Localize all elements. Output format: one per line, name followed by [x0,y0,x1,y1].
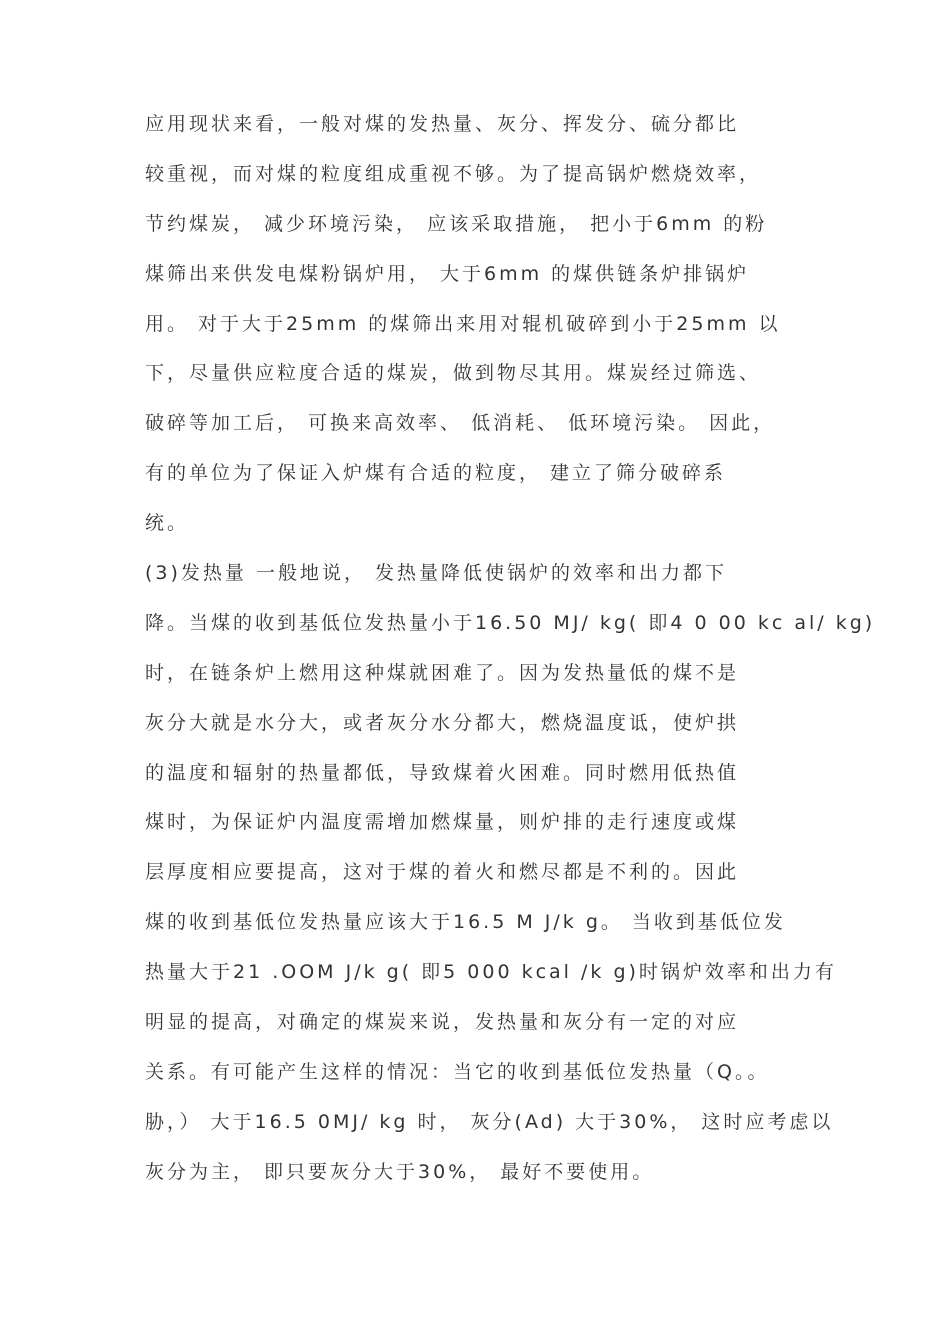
text-line: 煤的收到基低位发热量应该大于16.5 M J/k g。 当收到基低位发 [145,911,786,934]
text-line: 破碎等加工后， 可换来高效率、 低消耗、 低环境污染。 因此， [145,412,776,435]
text-line: 节约煤炭， 减少环境污染， 应该采取措施， 把小于6mm 的粉 [145,212,768,235]
text-line: 灰分为主， 即只要灰分大于30%， 最好不要使用。 [145,1160,655,1183]
text-line: 有的单位为了保证入炉煤有合适的粒度， 建立了筛分破碎系 [145,462,727,485]
text-line: 统。 [145,512,190,535]
text-line: 煤时，为保证炉内温度需增加燃煤量，则炉排的走行速度或煤 [145,811,740,834]
text-line: 较重视，而对煤的粒度组成重视不够。为了提高锅炉燃烧效率， [145,162,762,185]
text-line: 时，在链条炉上燃用这种煤就困难了。因为发热量低的煤不是 [145,661,740,684]
text-line: 关系。有可能产生这样的情况：当它的收到基低位发热量（Q。。 [145,1060,770,1083]
text-line: 降。当煤的收到基低位发热量小于16.50 MJ/ kg( 即4 0 00 kc al/ kg) [145,611,876,634]
text-line: 热量大于21 .OOM J/k g( 即5 000 kcal /k g)时锅炉效率和出力有 [145,961,837,984]
text-line: 胁，） 大于16.5 0MJ/ kg 时， 灰分(Ad) 大于30%， 这时应考虑以 [145,1110,834,1133]
text-line: 层厚度相应要提高，这对于煤的着火和燃尽都是不利的。因此 [145,861,740,884]
body-text [145,104,876,1202]
text-line: (3)发热量 一般地说， 发热量降低使锅炉的效率和出力都下 [145,562,727,585]
text-line: 的温度和辐射的热量都低，导致煤着火困难。同时燃用低热值 [145,761,740,784]
text-line: 灰分大就是水分大，或者灰分水分都大，燃烧温度诋，使炉拱 [145,711,740,734]
text-line: 下，尽量供应粒度合适的煤炭，做到物尽其用。煤炭经过筛选、 [145,362,762,385]
text-line: 应用现状来看，一般对煤的发热量、灰分、挥发分、硫分都比 [145,113,740,135]
text-line: 用。 对于大于25mm 的煤筛出来用对辊机破碎到小于25mm 以 [145,312,781,335]
text-line: 煤筛出来供发电煤粉锅炉用， 大于6mm 的煤供链条炉排锅炉 [145,262,750,285]
text-line: 明显的提高，对确定的煤炭来说，发热量和灰分有一定的对应 [145,1011,740,1034]
